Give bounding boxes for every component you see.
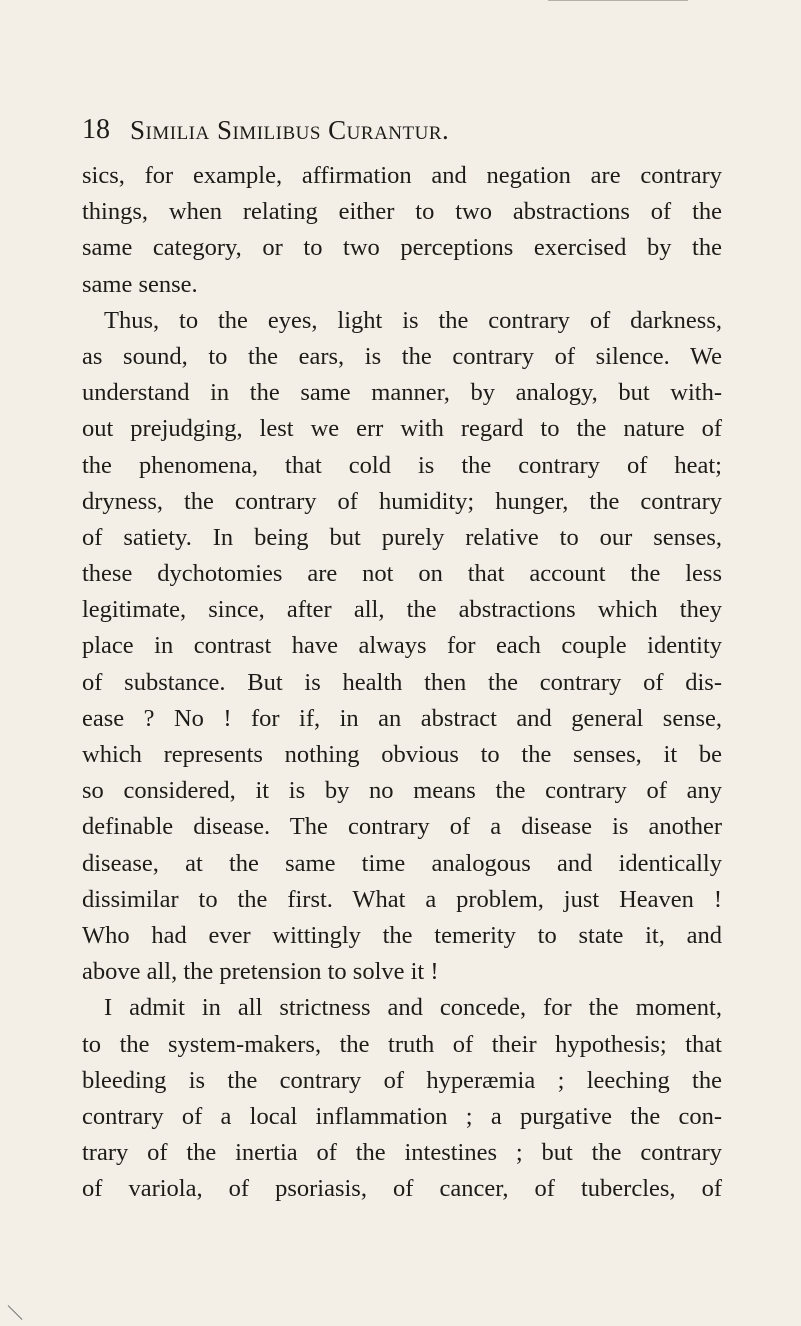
running-head: Similia Similibus Curantur. [130, 115, 450, 145]
text-line: understand in the same manner, by analogy, but with- [82, 379, 722, 407]
text-line: Who had ever wittingly the temerity to state it, and [82, 921, 722, 949]
page-header [82, 110, 742, 150]
text-line: so considered, it is by no means the contrary of any [82, 777, 722, 805]
text-line: same category, or to two perceptions exercised by the [82, 234, 722, 262]
text-line: same sense. [82, 270, 198, 298]
text-line: I admit in all strictness and concede, for the moment, [104, 994, 722, 1022]
top-edge-rule [548, 0, 688, 1]
text-line: to the system-makers, the truth of their hypothesis; that [82, 1030, 722, 1058]
text-line: trary of the inertia of the intestines ; but the contrary [82, 1139, 722, 1167]
text-line: out prejudging, lest we err with regard to the nature of [82, 415, 722, 443]
text-line: Thus, to the eyes, light is the contrary of darkness, [104, 306, 722, 334]
text-line: definable disease. The contrary of a disease is another [82, 813, 722, 841]
text-line: bleeding is the contrary of hyperæmia ; leeching the [82, 1066, 722, 1094]
text-line: dissimilar to the first. What a problem, just Heaven ! [82, 885, 722, 913]
page-number: 18 [82, 114, 110, 145]
text-line: above all, the pretension to solve it ! [82, 958, 439, 986]
text-line: dryness, the contrary of humidity; hunger, the contrary [82, 487, 722, 515]
corner-scan-mark [8, 1305, 23, 1320]
text-line: things, when relating either to two abstractions of the [82, 198, 722, 226]
text-line: legitimate, since, after all, the abstractions which they [82, 596, 722, 624]
text-line: these dychotomies are not on that account the less [82, 560, 722, 588]
text-line: which represents nothing obvious to the senses, it be [82, 741, 722, 768]
text-line: as sound, to the ears, is the contrary of silence. We [82, 342, 722, 370]
text-line: contrary of a local inflammation ; a purgative the con- [82, 1102, 722, 1130]
text-line: of substance. But is health then the contrary of dis- [82, 668, 722, 696]
body-text [82, 158, 722, 1207]
text-line: of satiety. In being but purely relative to our senses, [82, 523, 722, 551]
text-line: place in contrast have always for each couple identity [82, 632, 722, 660]
text-line: ease ? No ! for if, in an abstract and general sense, [82, 704, 722, 732]
text-line: sics, for example, affirmation and negation are contrary [82, 162, 722, 189]
text-line: the phenomena, that cold is the contrary of heat; [82, 451, 722, 479]
text-line: of variola, of psoriasis, of cancer, of tubercles, of [82, 1175, 722, 1203]
text-line: disease, at the same time analogous and identically [82, 849, 722, 877]
